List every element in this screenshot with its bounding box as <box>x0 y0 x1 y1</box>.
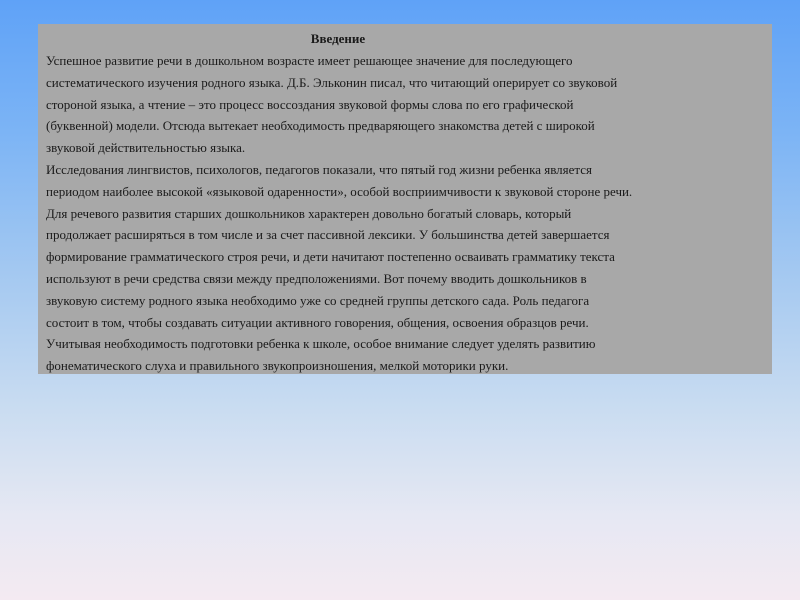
body-line: Исследования лингвистов, психологов, педагогов показали, что пятый год жизни ребенка является <box>46 161 593 177</box>
body-line: звуковую систему родного языка необходимо уже со средней группы детского сада. Роль педагога <box>46 292 590 308</box>
body-line: фонематического слуха и правильного звукопроизношения, мелкой моторики руки. <box>46 358 509 374</box>
body-line: звуковой действительностью языка. <box>46 140 246 156</box>
slide-title: Введение <box>310 31 366 46</box>
body-line: систематического изучения родного языка. Д.Б. Эльконин писал, что читающий оперирует со звуковой <box>46 74 618 90</box>
body-line: состоит в том, чтобы создавать ситуации активного говорения, общения, освоения образцов речи. <box>46 314 589 330</box>
body-line: периодом наиболее высокой «языковой одаренности», особой восприимчивости к звуковой стороне речи. <box>46 183 633 199</box>
body-line: Успешное развитие речи в дошкольном возрасте имеет решающее значение для последующего <box>46 53 573 68</box>
body-line: продолжает расширяться в том числе и за счет пассивной лексики. У большинства детей завершается <box>46 227 610 243</box>
body-line: формирование грамматического строя речи, и дети начитают постепенно осваивать грамматику текста <box>46 249 615 265</box>
slide-body <box>46 50 766 377</box>
body-line: используют в речи средства связи между предположениями. Вот почему вводить дошкольников в <box>46 270 587 286</box>
body-line: стороной языка, а чтение – это процесс воссоздания звуковой формы слова по его графической <box>46 96 574 112</box>
body-line: Для речевого развития старших дошкольников характерен довольно богатый словарь, который <box>46 205 572 221</box>
body-line: (буквенной) модели. Отсюда вытекает необходимость предваряющего знакомства детей с широкой <box>46 118 595 134</box>
body-line: Учитывая необходимость подготовки ребенка к школе, особое внимание следует уделять развитию <box>46 336 596 352</box>
